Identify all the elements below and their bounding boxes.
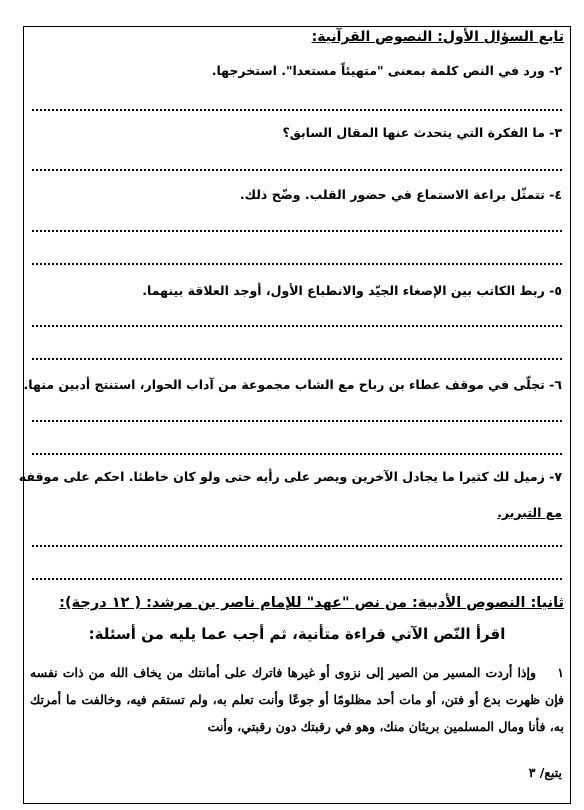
section1-title: تابع السؤال الأول: النصوص القرآنية:: [311, 29, 564, 45]
answer-line: [32, 263, 562, 265]
question-7-tail: مع التبرير.: [497, 505, 562, 520]
passage-number: ١: [557, 665, 564, 680]
passage: [30, 659, 564, 740]
answer-line: [32, 358, 562, 360]
question-5: ٥- ربط الكاتب بين الإصغاء الجيّد والانطباع الأول، أوجد العلاقة بينهما.: [142, 283, 562, 298]
answer-line: [32, 325, 562, 327]
question-3: ٣- ما الفكرة التي يتحدث عنها المقال السابق؟: [282, 125, 562, 140]
answer-line: [32, 578, 562, 580]
exam-page: [18, 26, 571, 804]
answer-line: [32, 169, 562, 171]
question-4: ٤- تتمثّل براعة الاستماع في حضور القلب. وضّح ذلك.: [239, 187, 562, 202]
passage-text: وإذا أردت المسير من الصير إلى نزوى أو غيرها فاترك على أمانتك من يخاف الله من ذات نفسه فإن ظهرت بدع أو فتن، أو مات أحد مظلومًا أو جوعًا وأنت تعلم به، ولم تستقم فيه، وخالفت ما أمرتك به، فأنا ومال المسلمين بريئان منك، وهو في رقبتك دون رقبتي، وأنت: [30, 665, 564, 734]
answer-line: [32, 420, 562, 422]
answer-line: [32, 230, 562, 232]
answer-line: [32, 453, 562, 455]
question-7: ٧- زميل لك كثيرا ما يجادل الآخرين ويصر على رأيه حتى ولو كان خاطئا. احكم على موقفه: [18, 469, 562, 484]
answer-line: [32, 545, 562, 547]
question-6: ٦- تجلّى في موقف عطاء بن رباح مع الشاب مجموعة من آداب الحوار، استنتج أدبين منها.: [23, 377, 562, 392]
section2-title: ثانيا: النصوص الأدبية: من نص "عهد" للإمام ناصر بن مرشد: ( ١٢ درجة):: [59, 595, 564, 611]
answer-line: [32, 109, 562, 111]
question-2: ٢- ورد في النص كلمة بمعنى "متهيئاً مستعدا". استخرجها.: [211, 63, 562, 78]
instruction: اقرأ النّص الآتي قراءة متأنية، ثم أجب عما يليه من أسئلة:: [88, 625, 506, 643]
continued-note: يتبع/ ٣: [528, 765, 562, 780]
